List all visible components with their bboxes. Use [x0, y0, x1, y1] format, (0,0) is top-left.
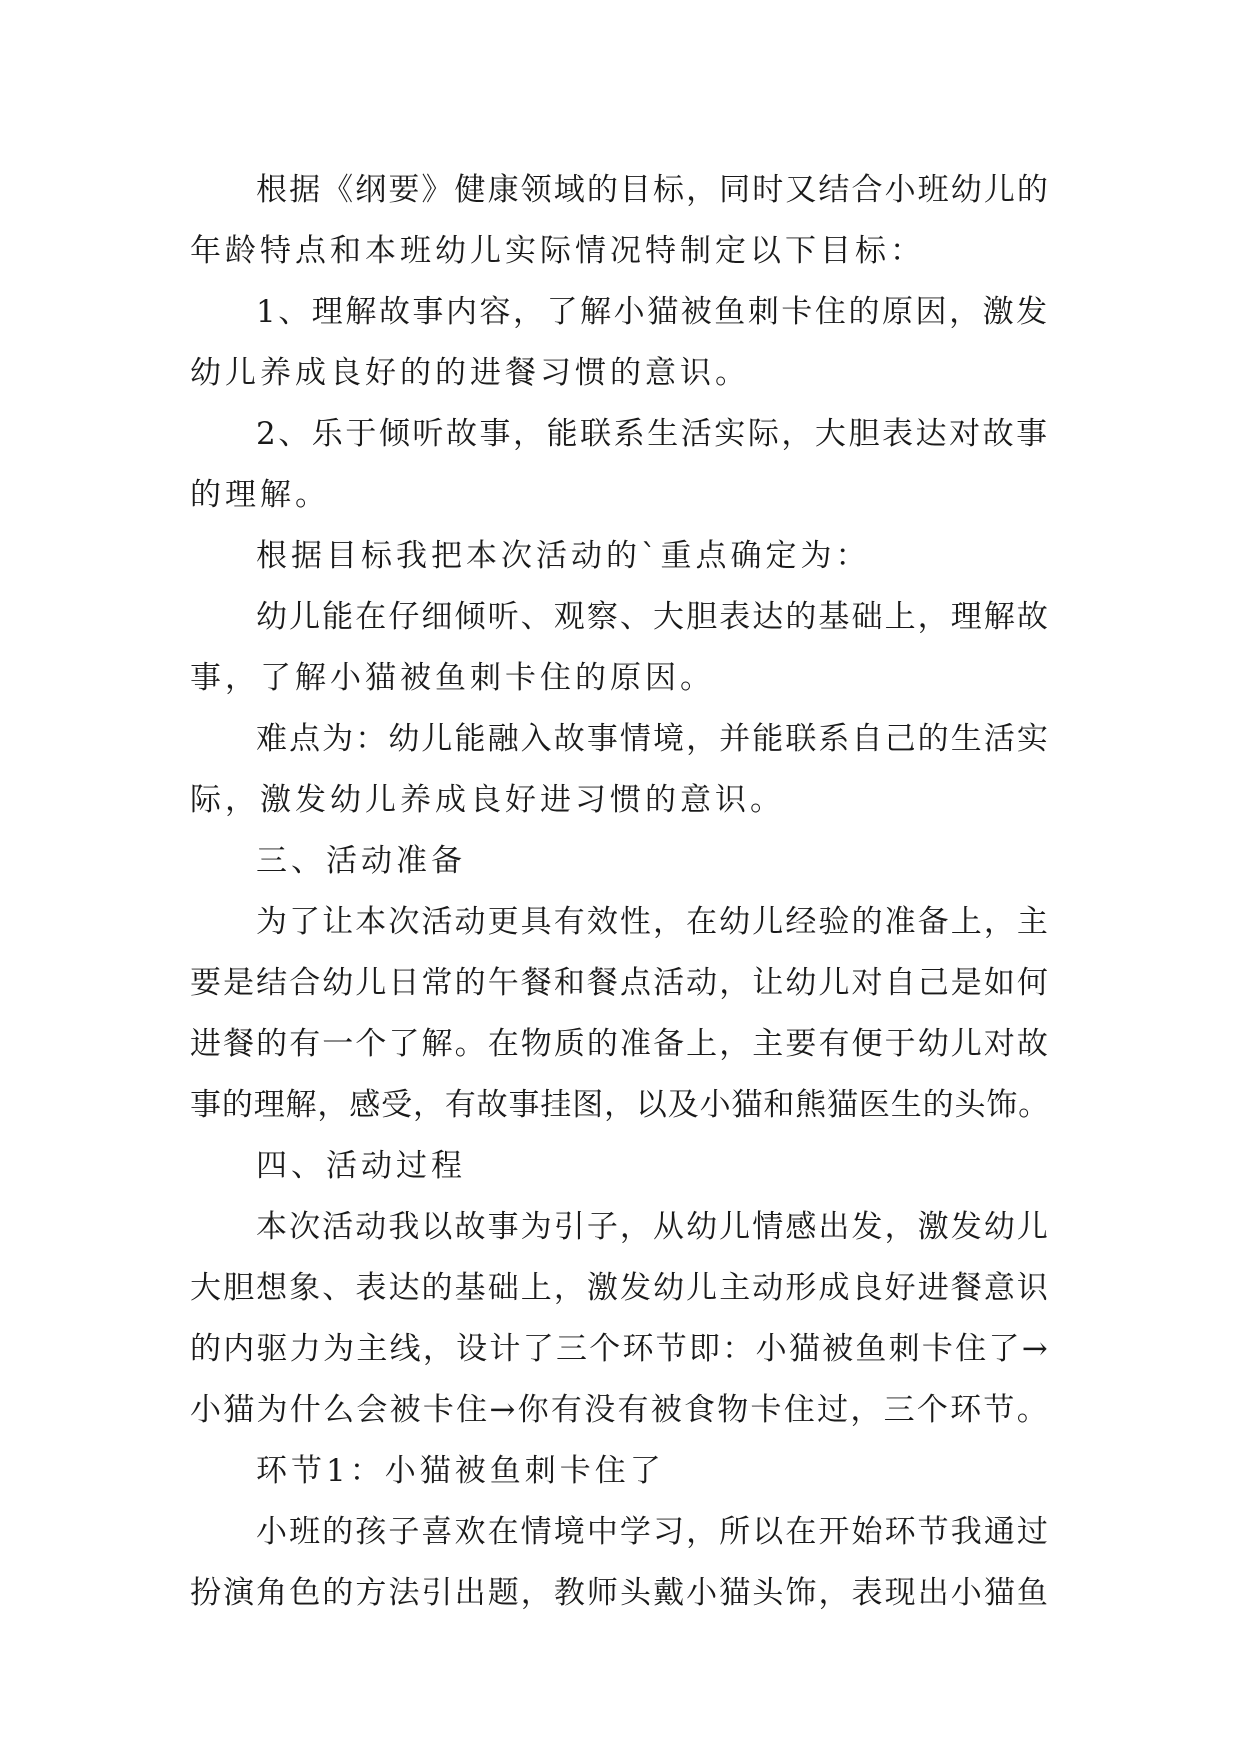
text-line: 幼儿能在仔细倾听、观察、大胆表达的基础上，理解故: [256, 599, 1050, 635]
text-line: 难点为：幼儿能融入故事情境，并能联系自己的生活实: [256, 721, 1050, 757]
document-page: [190, 160, 1050, 1624]
document-body: [190, 160, 1050, 1624]
text-line: 的内驱力为主线，设计了三个环节即：小猫被鱼刺卡住了→: [190, 1331, 1050, 1367]
text-line: 大胆想象、表达的基础上，激发幼儿主动形成良好进餐意识: [190, 1270, 1050, 1306]
text-line: 根据目标我把本次活动的`重点确定为：: [256, 538, 871, 574]
text-line: 进餐的有一个了解。在物质的准备上，主要有便于幼儿对故: [190, 1026, 1050, 1062]
text-line: 环节1：小猫被鱼刺卡住了: [256, 1453, 665, 1489]
text-line: 要是结合幼儿日常的午餐和餐点活动，让幼儿对自己是如何: [190, 965, 1050, 1001]
text-line: 本次活动我以故事为引子，从幼儿情感出发，激发幼儿: [256, 1209, 1050, 1245]
text-line: 四、活动过程: [256, 1148, 466, 1184]
text-line: 际，激发幼儿养成良好进习惯的意识。: [190, 782, 785, 818]
text-line: 事，了解小猫被鱼刺卡住的原因。: [190, 660, 715, 696]
text-line: 根据《纲要》健康领域的目标，同时又结合小班幼儿的: [256, 172, 1050, 208]
text-line: 的理解。: [190, 477, 330, 513]
text-line: 1、理解故事内容，了解小猫被鱼刺卡住的原因，激发: [256, 294, 1050, 330]
text-line: 扮演角色的方法引出题，教师头戴小猫头饰，表现出小猫鱼: [190, 1575, 1050, 1611]
text-line: 小猫为什么会被卡住→你有没有被食物卡住过，三个环节。: [190, 1392, 1050, 1428]
text-line: 幼儿养成良好的的进餐习惯的意识。: [190, 355, 750, 391]
text-line: 三、活动准备: [256, 843, 466, 879]
text-line: 为了让本次活动更具有效性，在幼儿经验的准备上，主: [256, 904, 1050, 940]
text-line: 2、乐于倾听故事，能联系生活实际，大胆表达对故事: [256, 416, 1050, 452]
text-line: 小班的孩子喜欢在情境中学习，所以在开始环节我通过: [256, 1514, 1050, 1550]
text-line: 事的理解，感受，有故事挂图，以及小猫和熊猫医生的头饰。: [190, 1087, 1050, 1123]
text-line: 年龄特点和本班幼儿实际情况特制定以下目标：: [190, 233, 925, 269]
